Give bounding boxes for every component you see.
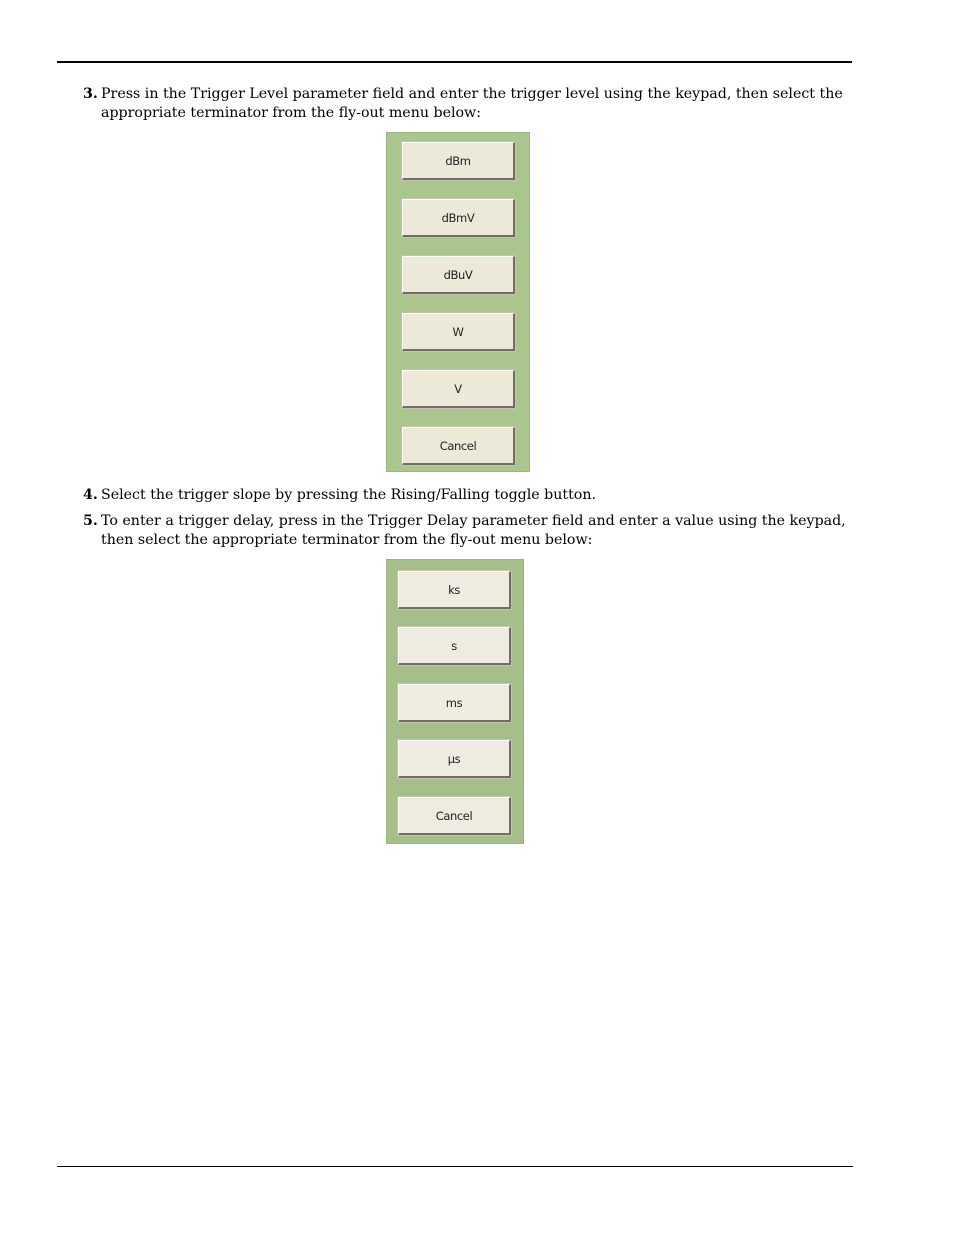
step-text: To enter a trigger delay, press in the Trigger Delay parameter field and enter a value using the keypad, then select the appropriate terminator from the fly-out menu below: (101, 513, 846, 548)
ms-button[interactable]: ms (398, 684, 511, 722)
volt-button[interactable]: V (402, 370, 515, 408)
step-number: 4. (83, 487, 98, 503)
step-5 (83, 512, 853, 550)
trigger-delay-flyout-menu (386, 559, 524, 844)
us-button[interactable]: µs (398, 740, 511, 778)
step-text: Press in the Trigger Level parameter field and enter the trigger level using the keypad, then select the appropriate terminator from the fly-out menu below: (101, 86, 843, 121)
trigger-level-flyout-menu (386, 132, 530, 472)
watt-button[interactable]: W (402, 313, 515, 351)
step-3 (83, 85, 853, 123)
cancel-button[interactable]: Cancel (402, 427, 515, 465)
dbmv-button[interactable]: dBmV (402, 199, 515, 237)
footer-rule (57, 1166, 853, 1167)
header-rule (57, 61, 852, 63)
step-text: Select the trigger slope by pressing the Rising/Falling toggle button. (101, 487, 596, 503)
step-4 (83, 486, 853, 505)
dbm-button[interactable]: dBm (402, 142, 515, 180)
ks-button[interactable]: ks (398, 571, 511, 609)
step-number: 5. (83, 513, 98, 529)
step-number: 3. (83, 86, 98, 102)
dbuv-button[interactable]: dBuV (402, 256, 515, 294)
cancel-button[interactable]: Cancel (398, 797, 511, 835)
s-button[interactable]: s (398, 627, 511, 665)
